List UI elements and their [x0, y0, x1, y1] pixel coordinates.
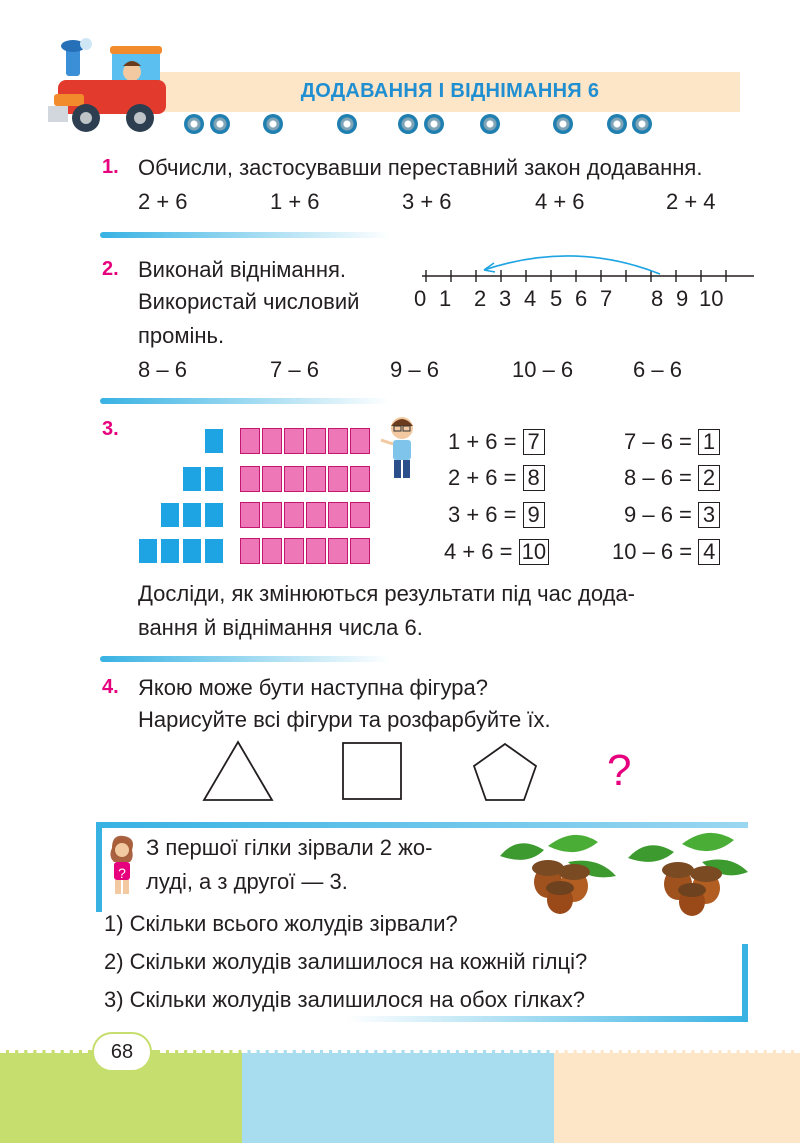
expression: 9 – 6 = — [624, 502, 692, 527]
expression: 2 + 6 — [138, 189, 188, 214]
page-number: 68 — [92, 1032, 152, 1072]
footer-band-orange — [554, 1050, 800, 1143]
expression: 10 – 6 = — [612, 539, 693, 564]
wheel-icon — [632, 114, 652, 134]
expression: 6 – 6 — [633, 357, 682, 382]
expression: 10 – 6 — [512, 357, 574, 382]
task-text: промінь. — [138, 323, 225, 348]
answer-box: 7 — [523, 429, 545, 455]
expression: 7 – 6 — [270, 357, 319, 382]
divider — [100, 232, 390, 238]
answer-box: 10 — [519, 539, 549, 565]
answer-box: 4 — [698, 539, 720, 565]
girl-question-icon — [104, 834, 144, 898]
divider — [100, 656, 390, 662]
answer-box: 1 — [698, 429, 720, 455]
problem-text: луді, а з другої — 3. — [146, 869, 348, 894]
question-mark: ? — [607, 746, 632, 795]
tick-label: 0 — [414, 286, 427, 311]
tick-label: 2 — [474, 286, 487, 311]
tick-label: 4 — [524, 286, 537, 311]
expression: 3 + 6 — [402, 189, 452, 214]
answer-box: 2 — [698, 465, 720, 491]
problem-question: 3) Скільки жолудів залишилося на обох гілках? — [104, 987, 585, 1012]
wheel-icon — [553, 114, 573, 134]
task-number: 2. — [102, 258, 119, 280]
tick-label: 6 — [575, 286, 588, 311]
expression: 4 + 6 — [535, 189, 585, 214]
task-text: Використай числовий — [138, 289, 360, 314]
footer-dashes — [0, 1050, 88, 1054]
task-note: вання й віднімання числа 6. — [138, 615, 423, 640]
svg-text:?: ? — [118, 865, 126, 881]
wheel-icon — [398, 114, 418, 134]
expression: 1 + 6 — [270, 189, 320, 214]
expression: 1 + 6 = — [448, 429, 517, 454]
tick-label: 9 — [676, 286, 689, 311]
task-number: 4. — [102, 676, 119, 698]
tick-label: 5 — [550, 286, 563, 311]
expression: 2 + 4 — [666, 189, 716, 214]
tick-label: 10 — [699, 286, 724, 311]
wheel-icon — [184, 114, 204, 134]
wheel-icon — [263, 114, 283, 134]
tick-label: 7 — [600, 286, 613, 311]
answer-box: 3 — [698, 502, 720, 528]
expression: 8 – 6 — [138, 357, 187, 382]
problem-question: 1) Скільки всього жолудів зірвали? — [104, 911, 458, 936]
wheel-icon — [607, 114, 627, 134]
footer-dashes — [160, 1050, 800, 1054]
answer-box: 9 — [523, 502, 545, 528]
divider — [100, 398, 390, 404]
task-number: 3. — [102, 418, 119, 440]
expression: 3 + 6 = — [448, 502, 517, 527]
acorns-illustration — [626, 826, 750, 918]
triangle-shape — [200, 738, 276, 804]
square-shape — [340, 740, 404, 802]
expression: 4 + 6 = — [444, 539, 513, 564]
wheel-icon — [424, 114, 444, 134]
task-number: 1. — [102, 156, 119, 178]
expression: 8 – 6 = — [624, 465, 692, 490]
tick-label: 3 — [499, 286, 512, 311]
problem-question: 2) Скільки жолудів залишилося на кожній гілці? — [104, 949, 588, 974]
acorns-illustration — [498, 826, 618, 916]
number-line — [414, 244, 760, 286]
pentagon-shape — [470, 740, 540, 804]
task-note: Досліди, як змінюються результати під час дода- — [138, 581, 635, 606]
expression: 2 + 6 = — [448, 465, 517, 490]
train-engine-illustration — [48, 36, 178, 136]
task-text: Нарисуйте всі фігури та розфарбуйте їх. — [138, 707, 551, 732]
wheel-icon — [210, 114, 230, 134]
task-text: Виконай віднімання. — [138, 257, 346, 282]
task-text: Обчисли, застосувавши переставний закон додавання. — [138, 155, 703, 180]
tick-label: 1 — [439, 286, 452, 311]
problem-text: З першої гілки зірвали 2 жо- — [146, 835, 433, 860]
footer-band-blue — [242, 1050, 554, 1143]
wheel-icon — [337, 114, 357, 134]
boy-illustration — [378, 414, 422, 484]
wheel-icon — [480, 114, 500, 134]
expression: 7 – 6 = — [624, 429, 692, 454]
page-title: ДОДАВАННЯ І ВІДНІМАННЯ 6 — [300, 80, 600, 102]
task-text: Якою може бути наступна фігура? — [138, 675, 488, 700]
tick-label: 8 — [651, 286, 664, 311]
answer-box: 8 — [523, 465, 545, 491]
expression: 9 – 6 — [390, 357, 439, 382]
